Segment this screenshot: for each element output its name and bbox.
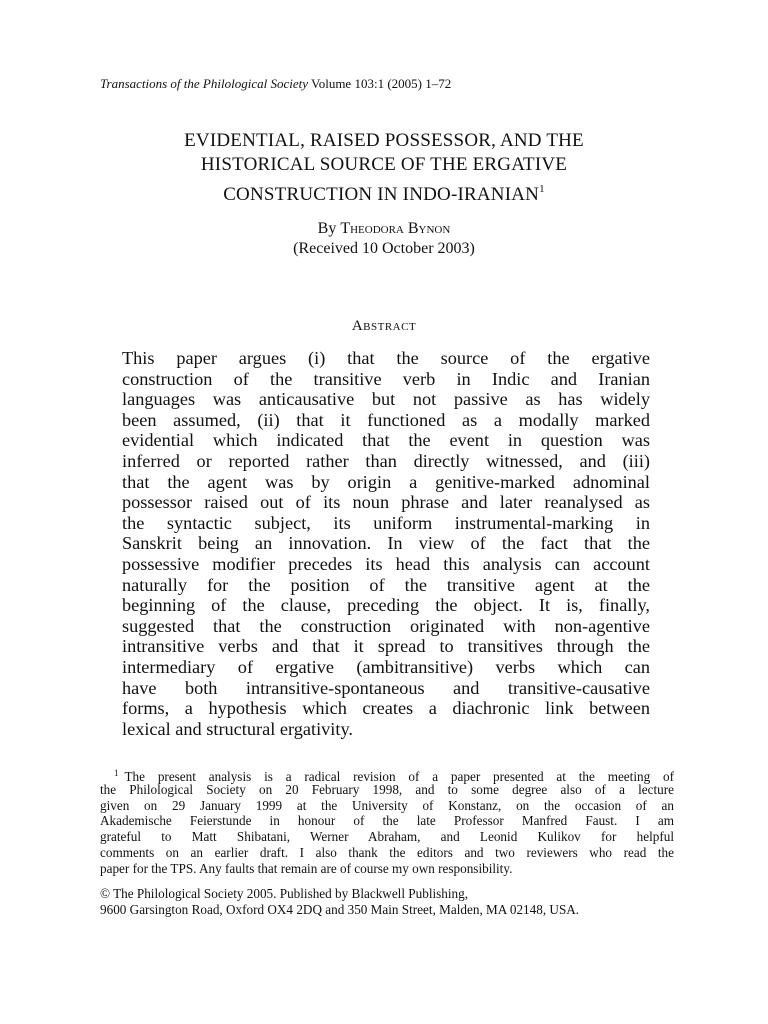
received-date: (Received 10 October 2003) (293, 240, 475, 257)
footnote-mark: 1 (114, 768, 119, 778)
volume-info: Volume 103:1 (2005) 1–72 (311, 76, 452, 91)
abstract-line: possessor raised out of its noun phrase and later reanalysed as (122, 492, 650, 513)
abstract-line: the syntactic subject, its uniform instrumental-marking in (122, 512, 650, 533)
footnote-line: grateful to Matt Shibatani, Werner Abraham, and Leonid Kulikov for helpful (100, 829, 674, 845)
footnote-line (100, 766, 674, 782)
footnote-line: paper for the TPS. Any faults that remain are of course my own responsibility. (100, 860, 513, 876)
publisher-notice (100, 886, 674, 918)
abstract-body (122, 348, 650, 739)
abstract-line: been assumed, (ii) that it functioned as a modally marked (122, 409, 650, 430)
abstract-line: lexical and structural ergativity. (122, 718, 353, 739)
abstract-line: suggested that the construction originated with non-agentive (122, 615, 650, 636)
footnote-line: given on 29 January 1999 at the University of Konstanz, on the occasion of an (100, 797, 674, 813)
title-line-text: CONSTRUCTION IN INDO-IRANIAN (223, 184, 540, 205)
abstract-line: naturally for the position of the transitive agent at the (122, 574, 650, 595)
article-title (0, 129, 768, 207)
abstract-line: languages was anticausative but not passive as has widely (122, 389, 650, 410)
title-line: HISTORICAL SOURCE OF THE ERGATIVE (200, 154, 568, 175)
title-footnote-mark[interactable]: 1 (539, 183, 545, 195)
running-head (100, 76, 451, 92)
journal-name: Transactions of the Philological Society (100, 76, 308, 91)
abstract-line: inferred or reported rather than directly witnessed, and (iii) (122, 450, 650, 471)
abstract-line: This paper argues (i) that the source of the ergative (122, 348, 650, 368)
footnote-line: comments on an earlier draft. I also thank the editors and two reviewers who read the (100, 844, 674, 860)
byline (0, 219, 768, 239)
abstract-line: evidential which indicated that the event in question was (122, 430, 650, 451)
abstract-line: have both intransitive-spontaneous and transitive-causative (122, 677, 650, 698)
footnote-line: the Philological Society on 20 February 1998, and to some degree also of a lecture (100, 781, 674, 797)
abstract-line: intermediary of ergative (ambitransitive) verbs which can (122, 656, 650, 677)
author-name: Theodora Bynon (340, 220, 451, 237)
copyright-line: © The Philological Society 2005. Published by Blackwell Publishing, (100, 886, 469, 901)
abstract-heading: Abstract (351, 318, 417, 334)
title-line: EVIDENTIAL, RAISED POSSESSOR, AND THE (184, 130, 584, 151)
abstract-line: construction of the transitive verb in Indic and Iranian (122, 368, 650, 389)
abstract-line: possessive modifier precedes its head this analysis can account (122, 553, 650, 574)
byline-prefix: By (317, 220, 337, 237)
abstract-line: beginning of the clause, preceding the object. It is, finally, (122, 595, 650, 616)
abstract-line: that the agent was by origin a genitive-marked adnominal (122, 471, 650, 492)
abstract-line: intransitive verbs and that it spread to transitives through the (122, 636, 650, 657)
footnote (100, 766, 674, 877)
footnote-line: Akademische Feierstunde in honour of the late Professor Manfred Faust. I am (100, 813, 674, 829)
footnote-line-text: The present analysis is a radical revision of a paper presented at the meeting of (124, 769, 674, 784)
abstract-line: forms, a hypothesis which creates a diachronic link between (122, 698, 650, 719)
publisher-address: 9600 Garsington Road, Oxford OX4 2DQ and 350 Main Street, Malden, MA 02148, USA. (100, 902, 580, 917)
abstract-line: Sanskrit being an innovation. In view of the fact that the (122, 533, 650, 554)
title-line-last (0, 177, 768, 207)
